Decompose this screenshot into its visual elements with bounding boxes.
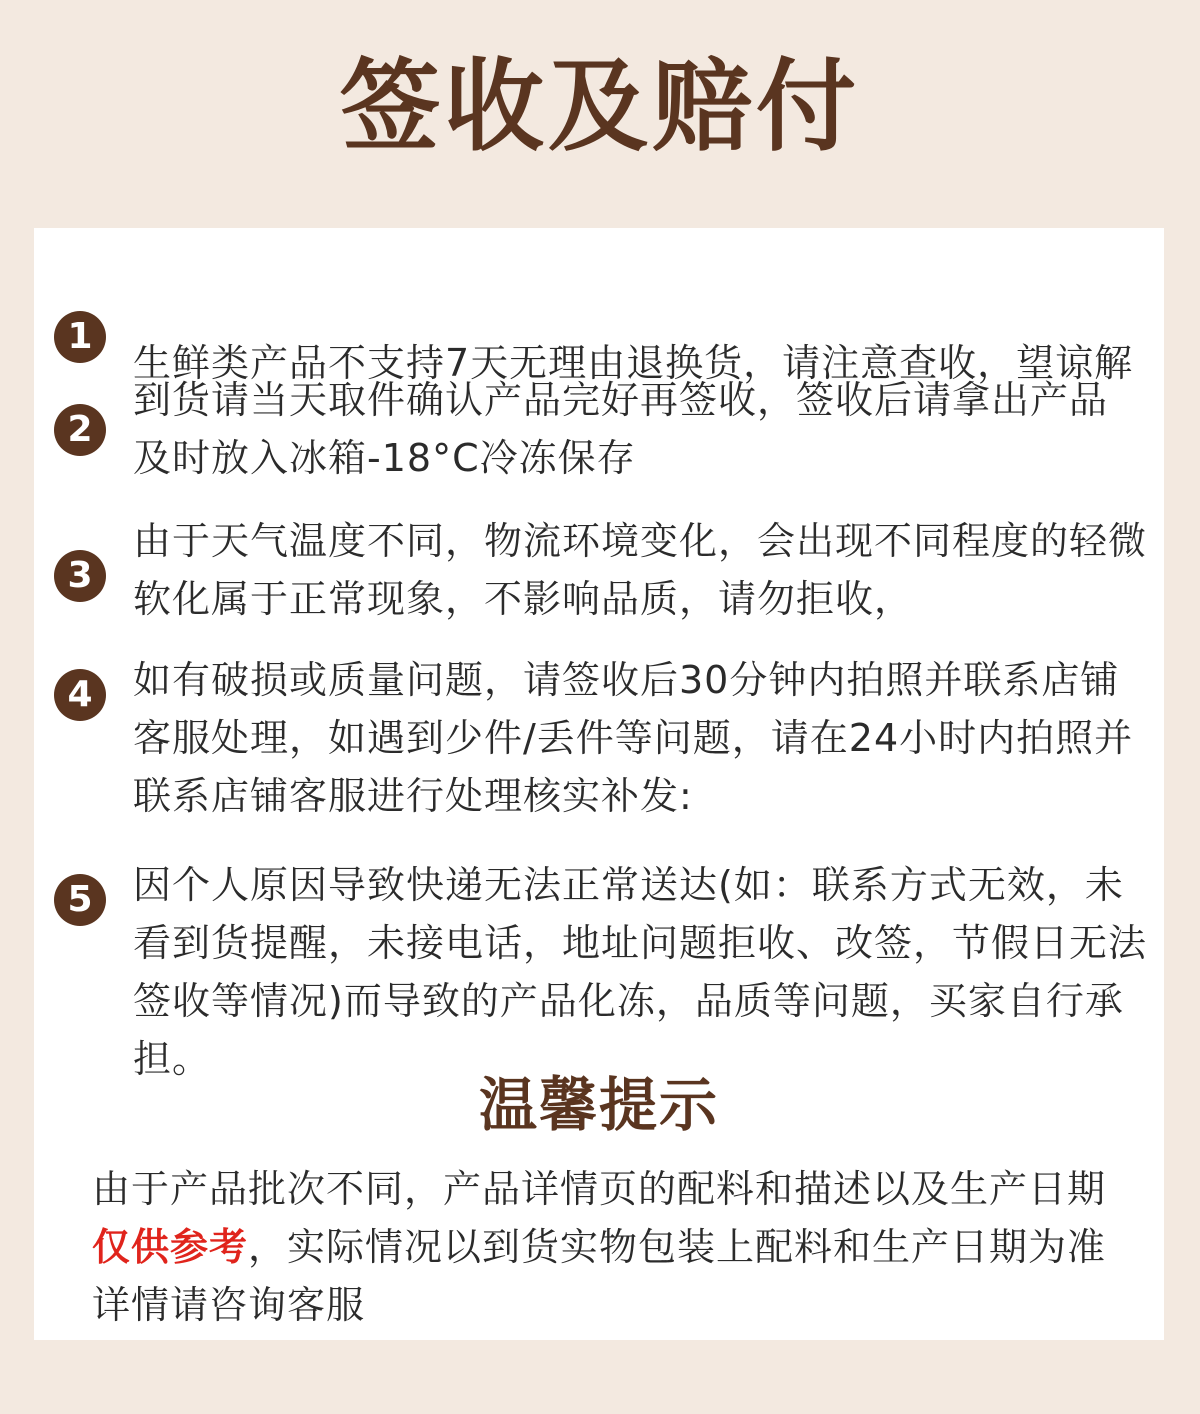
item-text-3: 由于天气温度不同，物流环境变化，会出现不同程度的轻微 软化属于正常现象，不影响品质，请勿拒收， [133,519,1148,621]
item-text-2: 到货请当天取件确认产品完好再签收，签收后请拿出产品 及时放入冰箱-18°C冷冻保存 [133,378,1109,480]
item-text-5: 因个人原因导致快递无法正常送达(如：联系方式无效，未 看到货提醒，未接电话，地址问题拒收、改签，节假日无法 签收等情况)而导致的产品化冻，品质等问题，买家自行承 担。 [133,863,1148,1081]
number-badge-5: 5 [54,874,106,926]
number-badge-4: 4 [54,669,106,721]
item-text-4: 如有破损或质量问题，请签收后30分钟内拍照并联系店铺 客服处理，如遇到少件/丢件等问题，请在24小时内拍照并 联系店铺客服进行处理核实补发: [133,658,1134,818]
number-badge-2: 2 [54,404,106,456]
tip-line-2: ，实际情况以到货实物包装上配料和生产日期为准 [248,1225,1107,1269]
tip-body [92,1160,1162,1334]
number-badge-1: 1 [54,311,106,363]
item-text-1: 生鲜类产品不支持7天无理由退换货，请注意查收，望谅解 [133,341,1134,385]
tip-highlight: 仅供参考 [92,1225,249,1269]
tip-title: 温馨提示 [478,1071,719,1139]
tip-line-1: 由于产品批次不同，产品详情页的配料和描述以及生产日期 [92,1167,1107,1211]
number-badge-3: 3 [54,550,106,602]
page-title: 签收及赔付 [340,48,860,165]
tip-line-3: 详情请咨询客服 [92,1283,366,1327]
content-card [34,228,1164,1340]
